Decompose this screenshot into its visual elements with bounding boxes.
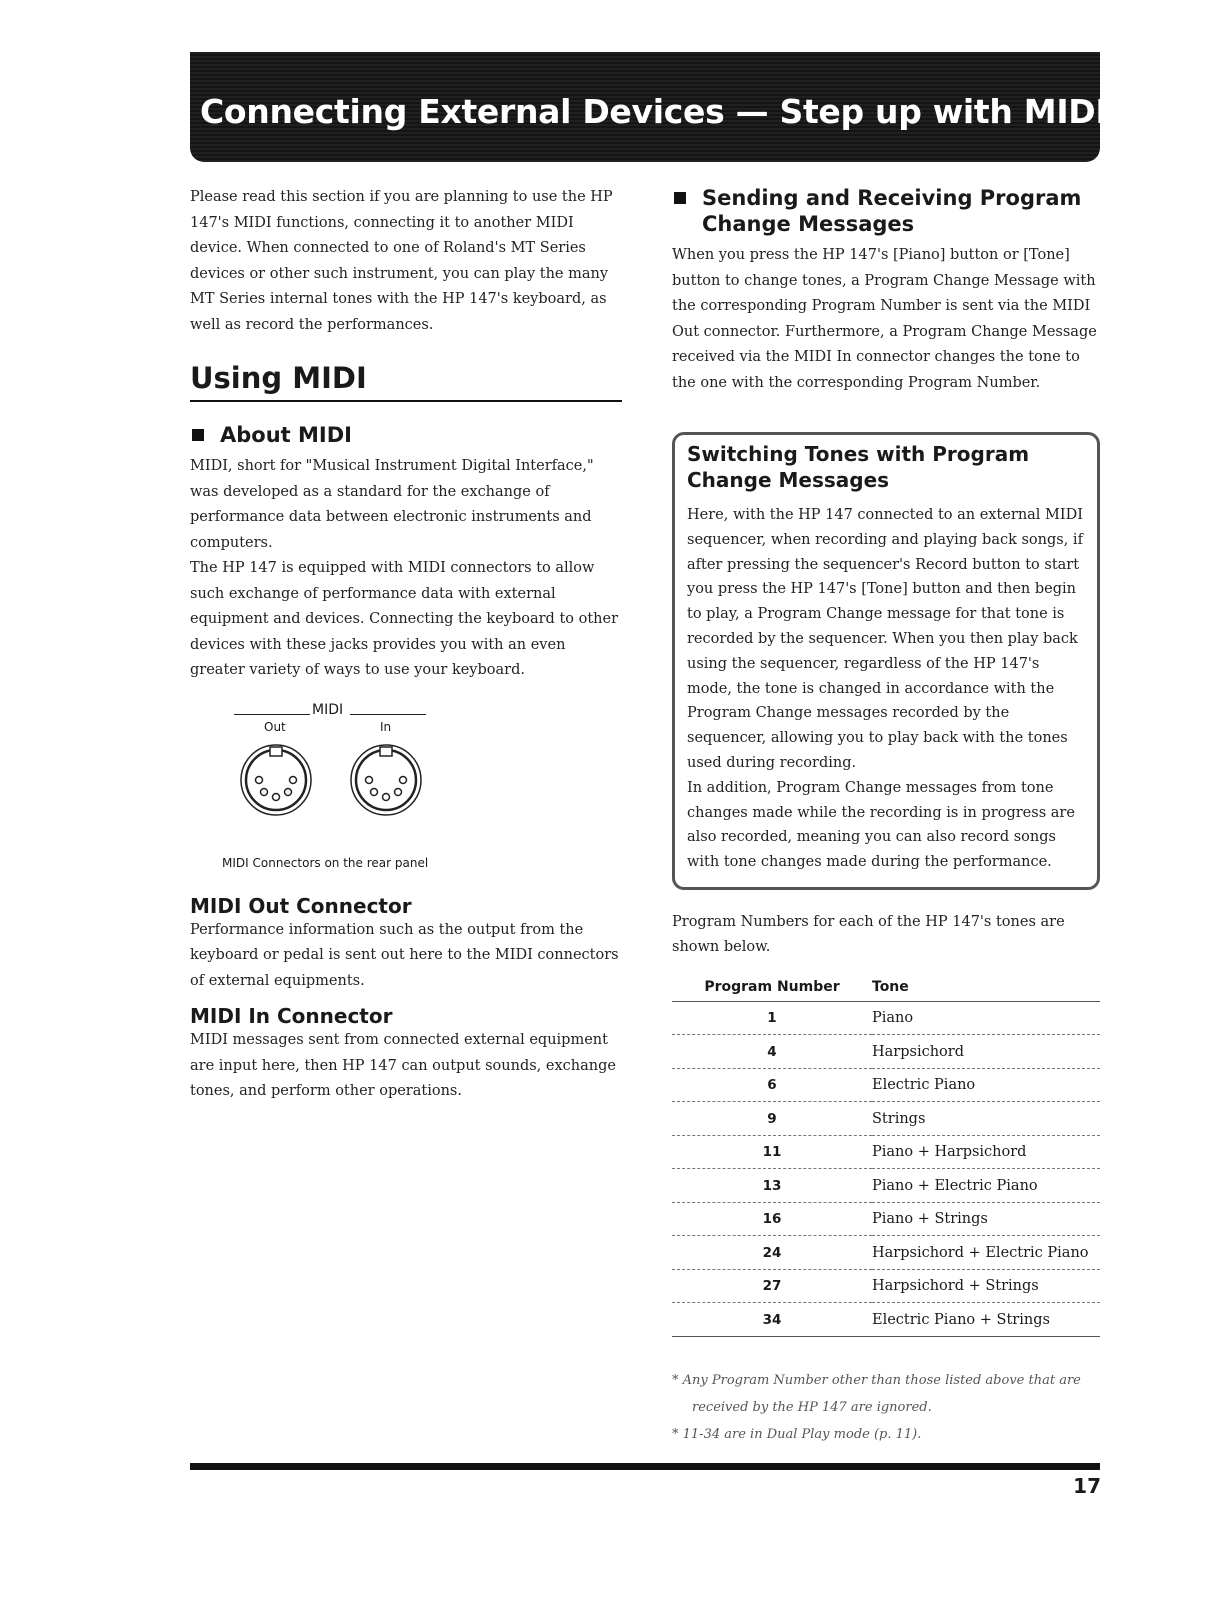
program-number-cell: 27 bbox=[672, 1269, 872, 1303]
tone-cell: Harpsichord + Electric Piano bbox=[872, 1236, 1100, 1270]
table-header-row bbox=[672, 979, 1100, 1002]
table-row bbox=[672, 1303, 1100, 1337]
program-number-cell: 4 bbox=[672, 1035, 872, 1069]
page-title: Connecting External Devices — Step up with MIDI bbox=[200, 92, 1108, 131]
tone-column-header: Tone bbox=[872, 979, 1100, 1002]
bullet-square-icon bbox=[674, 192, 686, 204]
tone-cell: Electric Piano + Strings bbox=[872, 1303, 1100, 1337]
program-number-cell: 11 bbox=[672, 1135, 872, 1169]
program-change-heading bbox=[672, 185, 1100, 237]
tone-cell: Harpsichord bbox=[872, 1035, 1100, 1069]
program-number-cell: 34 bbox=[672, 1303, 872, 1337]
tone-cell: Strings bbox=[872, 1102, 1100, 1136]
program-number-table bbox=[672, 979, 1100, 1337]
midi-label-line-left bbox=[234, 714, 310, 715]
tone-cell: Piano + Harpsichord bbox=[872, 1135, 1100, 1169]
tone-cell: Piano bbox=[872, 1001, 1100, 1035]
midi-label-line-right bbox=[350, 714, 426, 715]
tone-cell: Harpsichord + Strings bbox=[872, 1269, 1100, 1303]
program-number-cell: 13 bbox=[672, 1169, 872, 1203]
program-change-heading-text: Sending and Receiving Program Change Messages bbox=[702, 186, 1082, 236]
program-change-paragraph: When you press the HP 147's [Piano] button or [Tone] button to change tones, a Program Change Message with the corresponding Program Number is sent via the MIDI Out connector. Furthermore, a Program Change Message received via the MIDI In connector changes the tone to the one with the corresponding Program Number. bbox=[672, 247, 1097, 391]
about-midi-heading bbox=[190, 422, 622, 448]
right-column bbox=[672, 185, 1100, 1448]
table-row bbox=[672, 1202, 1100, 1236]
midi-in-heading: MIDI In Connector bbox=[190, 1004, 393, 1028]
switching-tones-paragraph-2: In addition, Program Change messages from tone changes made while the recording is in progress are also recorded, meaning you can also record songs with tone changes made during the performance. bbox=[687, 779, 1075, 871]
program-number-cell: 24 bbox=[672, 1236, 872, 1270]
table-row bbox=[672, 1035, 1100, 1069]
midi-out-paragraph: Performance information such as the output from the keyboard or pedal is sent out here to the MIDI connectors of external equipments. bbox=[190, 921, 619, 989]
tone-cell: Piano + Electric Piano bbox=[872, 1169, 1100, 1203]
bullet-square-icon bbox=[192, 429, 204, 441]
table-row bbox=[672, 1102, 1100, 1136]
midi-in-paragraph: MIDI messages sent from connected external equipment are input here, then HP 147 can output sounds, exchange tones, and perform other operations. bbox=[190, 1032, 616, 1099]
left-column bbox=[190, 185, 622, 1105]
about-midi-paragraph-1: MIDI, short for "Musical Instrument Digital Interface," was developed as a standard for the exchange of performance data between electronic instruments and computers. bbox=[190, 458, 594, 551]
midi-connectors-figure bbox=[190, 702, 622, 852]
intro-paragraph: Please read this section if you are planning to use the HP 147's MIDI functions, connecting it to another MIDI device. When connected to one of Roland's MT Series devices or other such instrument, you can play the many MT Series internal tones with the HP 147's keyboard, as well as record the performances. bbox=[190, 189, 613, 333]
page-number: 17 bbox=[1073, 1474, 1101, 1498]
table-row bbox=[672, 1001, 1100, 1035]
footnotes bbox=[672, 1367, 1100, 1448]
using-midi-heading: Using MIDI bbox=[190, 360, 622, 402]
program-number-cell: 6 bbox=[672, 1068, 872, 1102]
out-label: Out bbox=[264, 719, 286, 734]
in-label: In bbox=[380, 719, 392, 734]
footnote-ignored-programs: * Any Program Number other than those listed above that are received by the HP 147 are ignored. bbox=[672, 1372, 1081, 1415]
table-row bbox=[672, 1236, 1100, 1270]
table-row bbox=[672, 1269, 1100, 1303]
tone-cell: Piano + Strings bbox=[872, 1202, 1100, 1236]
tone-cell: Electric Piano bbox=[872, 1068, 1100, 1102]
about-midi-heading-text: About MIDI bbox=[220, 423, 352, 447]
table-row bbox=[672, 1135, 1100, 1169]
switching-tones-paragraph-1: Here, with the HP 147 connected to an external MIDI sequencer, when recording and playing back songs, if after pressing the sequencer's Record button to start you press the HP 147's [Tone] button and then begin to play, a Program Change message for that tone is recorded by the sequencer. When you then play back using the sequencer, regardless of the HP 147's mode, the tone is changed in accordance with the Program Change messages recorded by the sequencer, allowing you to play back with the tones used during recording. bbox=[687, 507, 1083, 771]
program-number-cell: 1 bbox=[672, 1001, 872, 1035]
switching-tones-heading: Switching Tones with Program Change Messages bbox=[687, 442, 1030, 492]
midi-out-connector-icon bbox=[238, 742, 314, 818]
title-banner bbox=[190, 52, 1108, 162]
midi-label: MIDI bbox=[312, 701, 344, 718]
table-intro-paragraph: Program Numbers for each of the HP 147's tones are shown below. bbox=[672, 913, 1065, 956]
table-row bbox=[672, 1169, 1100, 1203]
footer-rule bbox=[190, 1463, 1100, 1470]
program-number-cell: 9 bbox=[672, 1102, 872, 1136]
midi-in-connector-icon bbox=[348, 742, 424, 818]
figure-caption: MIDI Connectors on the rear panel bbox=[222, 855, 429, 870]
midi-out-heading: MIDI Out Connector bbox=[190, 893, 412, 918]
switching-tones-box bbox=[672, 432, 1100, 890]
program-number-cell: 16 bbox=[672, 1202, 872, 1236]
footnote-dual-play: * 11-34 are in Dual Play mode (p. 11). bbox=[672, 1426, 922, 1442]
program-number-column-header: Program Number bbox=[672, 979, 872, 1002]
about-midi-paragraph-2: The HP 147 is equipped with MIDI connectors to allow such exchange of performance data with external equipment and devices. Connecting the keyboard to other devices with these jacks provides you with an even greater variety of ways to use your keyboard. bbox=[190, 560, 619, 678]
table-row bbox=[672, 1068, 1100, 1102]
